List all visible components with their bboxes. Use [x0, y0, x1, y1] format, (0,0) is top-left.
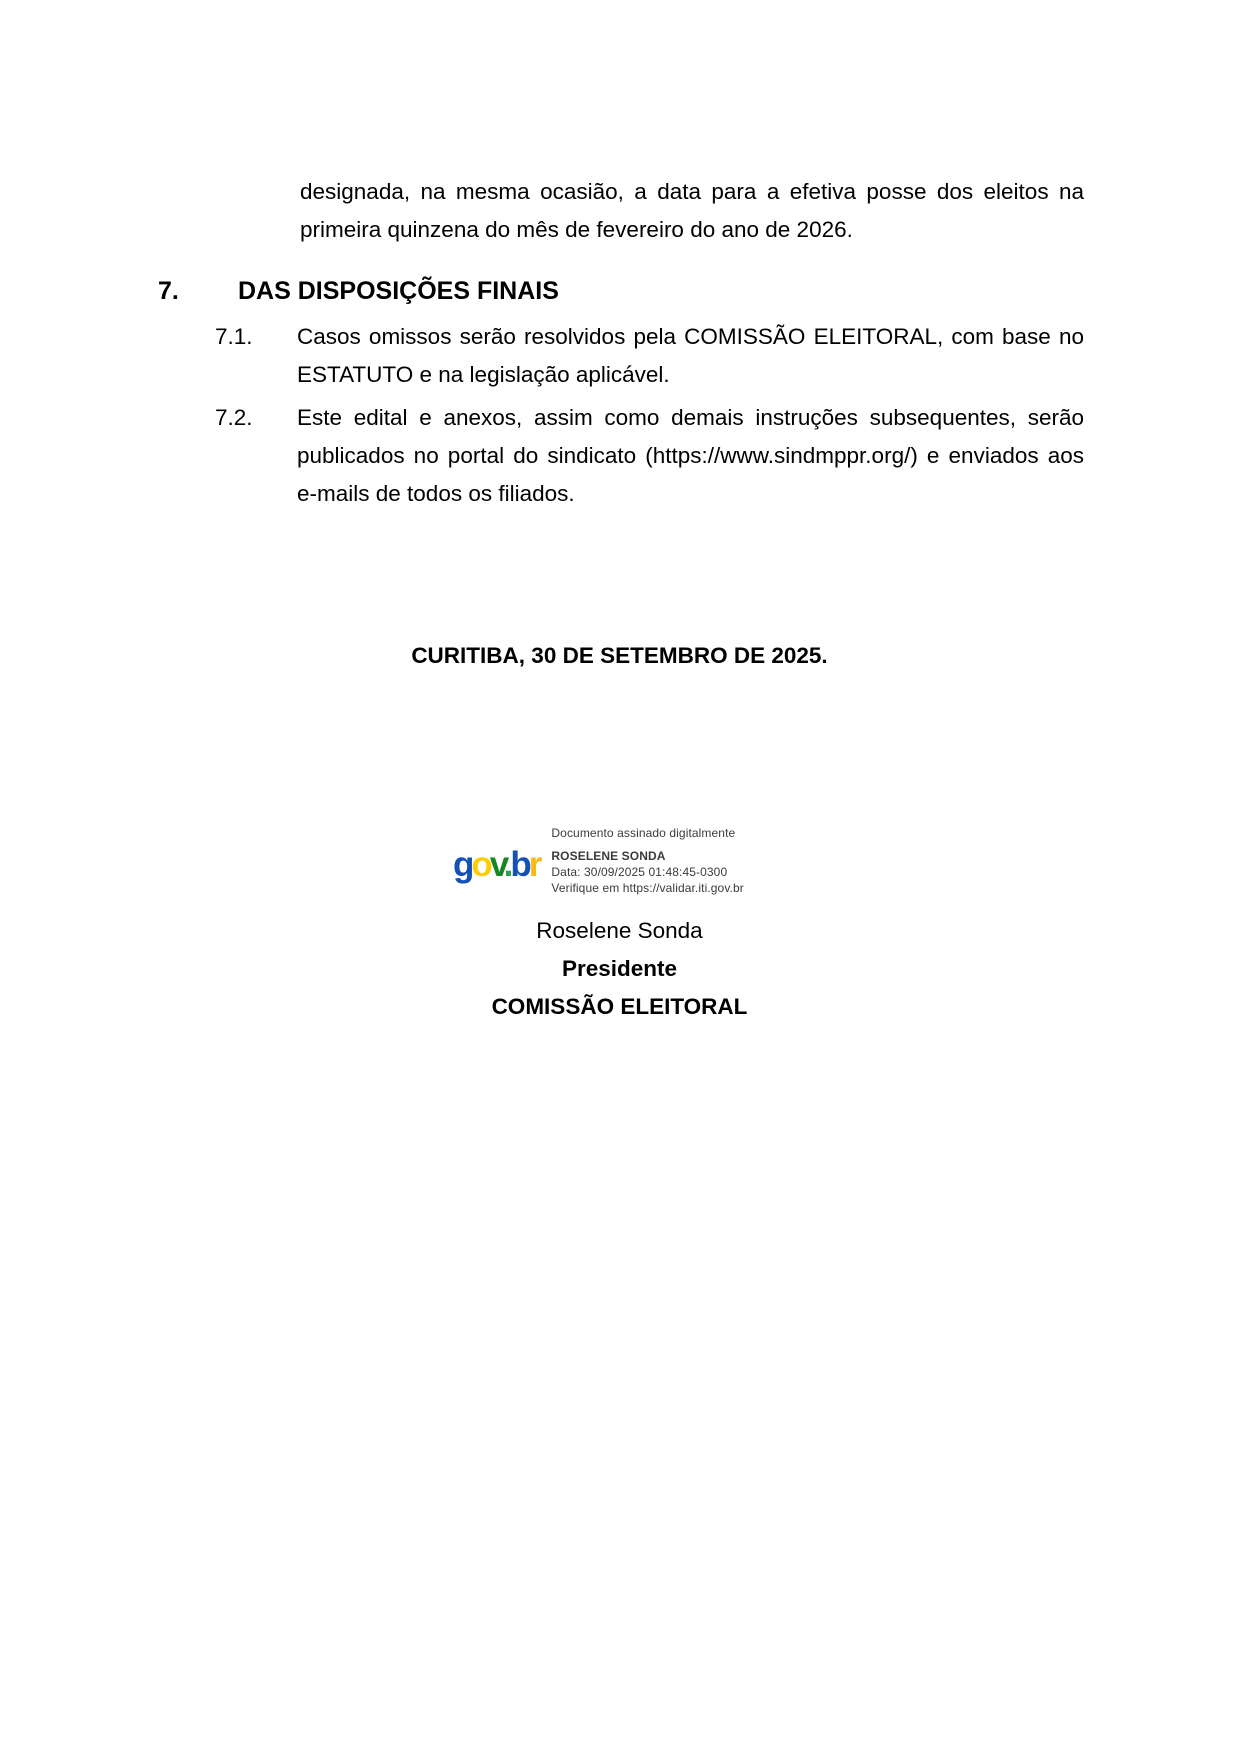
signer-organization: COMISSÃO ELEITORAL — [491, 994, 748, 1019]
digital-signature-stamp — [453, 825, 744, 896]
section-title: DAS DISPOSIÇÕES FINAIS — [238, 277, 559, 305]
signer-full-name: Roselene Sonda — [536, 918, 703, 943]
list-item-number: 7.1. — [215, 324, 253, 349]
stamp-text-block — [551, 825, 743, 896]
govbr-logo-letter: o — [471, 845, 490, 884]
stamp-date: Data: 30/09/2025 01:48:45-0300 — [551, 865, 728, 879]
govbr-logo-letter: g — [453, 845, 472, 884]
section-number: 7. — [158, 277, 179, 305]
govbr-logo-letter: b — [510, 845, 529, 884]
govbr-logo-letter: r — [528, 845, 540, 884]
govbr-logo-letter: . — [503, 845, 511, 884]
city-date-line: CURITIBA, 30 DE SETEMBRO DE 2025. — [411, 643, 828, 668]
stamp-signer-name: ROSELENE SONDA — [551, 849, 666, 863]
list-item-7-2 — [215, 399, 1084, 513]
stamp-signed-digitally-label: Documento assinado digitalmente — [551, 826, 736, 840]
signature-block — [155, 912, 1084, 1026]
list-item-number: 7.2. — [215, 405, 253, 430]
list-item-text: Casos omissos serão resolvidos pela COMISSÃO ELEITORAL, com base no ESTATUTO e na legislação aplicável. — [297, 324, 1084, 387]
stamp-verify-url: Verifique em https://validar.iti.gov.br — [551, 881, 744, 895]
govbr-logo-letter: v — [489, 845, 504, 884]
section-heading — [158, 272, 1084, 310]
govbr-logo — [453, 845, 540, 884]
list-item-text: Este edital e anexos, assim como demais instruções subsequentes, serão publicados no portal do sindicato (https://www.sindmppr.org/) e enviados aos e-mails de todos os filiados. — [297, 405, 1084, 506]
list-item-7-1 — [215, 318, 1084, 394]
intro-paragraph: designada, na mesma ocasião, a data para a efetiva posse dos eleitos na primeira quinzena do mês de fevereiro do ano de 2026. — [300, 178, 1084, 242]
signer-role: Presidente — [561, 956, 678, 981]
